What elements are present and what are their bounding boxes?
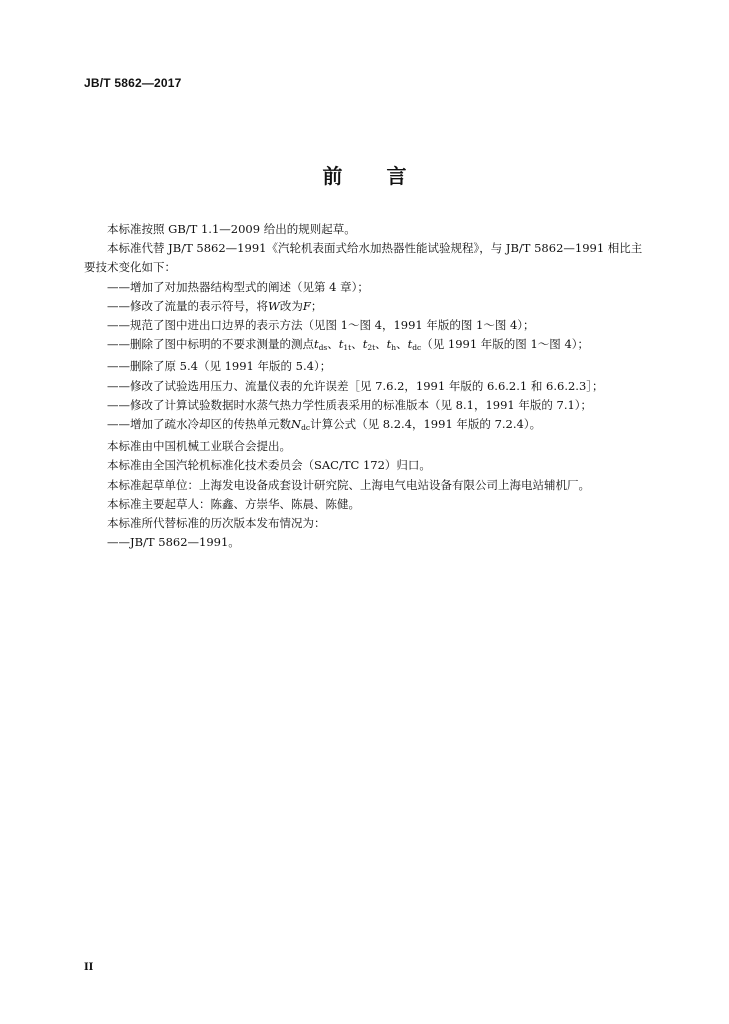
page-number: II bbox=[84, 962, 94, 973]
paragraph-proposer: 本标准由中国机械工业联合会提出。 bbox=[107, 439, 291, 454]
change-item-2-text-a: ——修改了流量的表示符号，将 bbox=[107, 298, 268, 313]
change-item-4-text-b: （见 1991 年版的图 1～图 4）； bbox=[421, 337, 590, 352]
change-item-2-text-c: ； bbox=[310, 298, 323, 313]
paragraph-drafters: 本标准主要起草人：陈鑫、方崇华、陈晨、陈健。 bbox=[107, 496, 360, 511]
history-item-1: ——JB/T 5862—1991。 bbox=[107, 535, 240, 550]
separator: 、 bbox=[396, 337, 408, 352]
separator: 、 bbox=[327, 337, 339, 352]
change-item-5: ——删除了原 5.4（见 1991 年版的 5.4）； bbox=[107, 359, 332, 374]
change-item-2 bbox=[84, 297, 644, 316]
page-title-char-2: 言 bbox=[386, 164, 407, 188]
symbol-t: t bbox=[362, 337, 368, 352]
change-item-8 bbox=[84, 415, 644, 437]
subscript-dc: dc bbox=[301, 423, 311, 433]
change-item-2-text-b: 改为 bbox=[279, 298, 303, 313]
symbol-t: t bbox=[338, 337, 344, 352]
subscript-h: h bbox=[391, 343, 397, 353]
standard-code: JB/T 5862—2017 bbox=[84, 76, 182, 90]
symbol-f: F bbox=[302, 298, 311, 313]
separator: 、 bbox=[375, 337, 387, 352]
change-item-6: ——修改了试验选用压力、流量仪表的允许误差［见 7.6.2，1991 年版的 6.6.2.1 和 6.6.2.3］； bbox=[107, 378, 604, 393]
paragraph-drafting-units: 本标准起草单位：上海发电设备成套设计研究院、上海电气电站设备有限公司上海电站辅机厂。 bbox=[107, 477, 590, 492]
symbol-t: t bbox=[407, 337, 413, 352]
change-item-3: ——规范了图中进出口边界的表示方法（见图 1～图 4，1991 年版的图 1～图 4）； bbox=[107, 318, 535, 333]
paragraph-committee: 本标准由全国汽轮机标准化技术委员会（SAC/TC 172）归口。 bbox=[107, 458, 431, 473]
paragraph-history: 本标准所代替标准的历次版本发布情况为： bbox=[107, 516, 326, 531]
symbol-t: t bbox=[314, 337, 319, 352]
subscript-1t: 1t bbox=[343, 343, 352, 353]
change-item-8-text-b: 计算公式（见 8.2.4，1991 年版的 7.2.4）。 bbox=[310, 417, 542, 432]
change-item-7: ——修改了计算试验数据时水蒸气热力学性质表采用的标准版本（见 8.1，1991 年版的 7.1）； bbox=[107, 397, 593, 412]
symbol-w: W bbox=[268, 298, 280, 313]
change-item-4-text-a: ——删除了图中标明的不要求测量的测点 bbox=[107, 337, 314, 352]
paragraph-replacement: 本标准代替 JB/T 5862—1991《汽轮机表面式给水加热器性能试验规程》，与 JB/T 5862—1991 相比主要技术变化如下： bbox=[84, 241, 643, 275]
subscript-dc: dc bbox=[412, 343, 422, 353]
change-item-1: ——增加了对加热器结构型式的阐述（见第 4 章）； bbox=[107, 279, 369, 294]
change-item-8-text-a: ——增加了疏水冷却区的传热单元数 bbox=[107, 417, 291, 432]
symbol-n: N bbox=[291, 417, 302, 432]
subscript-ds: ds bbox=[318, 343, 328, 353]
subscript-2t: 2t bbox=[367, 343, 376, 353]
page-title-char-1: 前 bbox=[322, 164, 343, 188]
separator: 、 bbox=[351, 337, 363, 352]
symbol-t: t bbox=[386, 337, 392, 352]
paragraph-drafting-rules: 本标准按照 GB/T 1.1—2009 给出的规则起草。 bbox=[107, 222, 356, 236]
foreword-body bbox=[84, 220, 644, 552]
change-item-4 bbox=[84, 335, 644, 357]
page-title bbox=[0, 160, 729, 189]
